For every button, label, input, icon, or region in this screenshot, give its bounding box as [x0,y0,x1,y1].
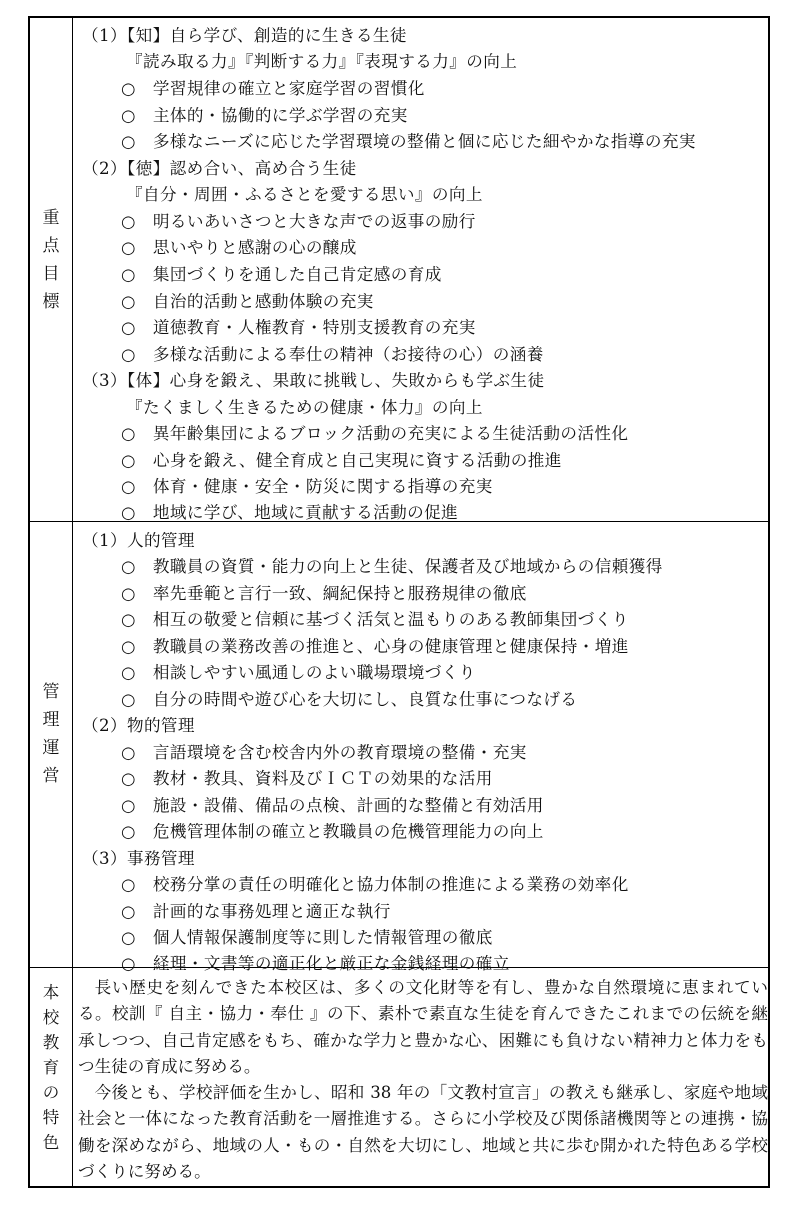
label-char: 本 [42,983,60,1002]
management-item: ○ 教材・教具、資料及びＩＣＴの効果的な活用 [121,769,493,788]
management-item: ○ 率先垂範と言行一致、綱紀保持と服務規律の徹底 [121,584,527,603]
label-char: 標 [42,292,60,312]
goal-item: ○ 多様な活動による奉仕の精神（お接待の心）の涵養 [121,345,544,364]
features-content [78,975,768,1185]
label-char: 教 [42,1033,60,1052]
label-char: 理 [42,710,60,730]
goal-item: ○ 多様なニーズに応じた学習環境の整備と個に応じた細やかな指導の充実 [121,132,696,151]
label-char: 管 [42,682,60,702]
management-item: ○ 計画的な事務処理と適正な執行 [121,902,391,921]
goal-item: ○ 心身を鍛え、健全育成と自己実現に資する活動の推進 [121,451,562,470]
goal-heading: （1）【知】自ら学び、創造的に生きる生徒 [82,26,407,45]
goal-item: ○ 明るいあいさつと大きな声での返事の励行 [121,212,476,231]
goal-item: ○ 道徳教育・人権教育・特別支援教育の充実 [121,318,476,337]
management-item: ○ 自分の時間や遊び心を大切にし、良質な仕事につなげる [121,690,578,709]
label-char: 育 [42,1058,60,1077]
management-heading: （1）人的管理 [82,531,195,550]
goal-item: ○ 思いやりと感謝の心の醸成 [121,238,357,257]
label-char: 重 [42,208,60,228]
management-heading: （2）物的管理 [82,716,195,735]
label-char: 校 [42,1008,60,1027]
management-item: ○ 教職員の資質・能力の向上と生徒、保護者及び地域からの信頼獲得 [121,557,663,576]
goal-item: ○ 地域に学び、地域に貢献する活動の促進 [121,503,459,522]
goal-heading: （2）【徳】認め合い、高め合う生徒 [82,159,357,178]
management-item: ○ 個人情報保護制度等に則した情報管理の徹底 [121,928,493,947]
goal-item: ○ 学習規律の確立と家庭学習の習慣化 [121,79,425,98]
label-char: 営 [42,766,60,786]
goal-subheading: 『たくましく生きるための健康・体力』の向上 [126,398,483,417]
management-item: ○ 経理・文書等の適正化と厳正な金銭経理の確立 [121,954,510,973]
management-item: ○ 相互の敬愛と信頼に基づく活気と温もりのある教師集団づくり [121,610,629,629]
school-policy-table [28,16,770,1188]
management-heading: （3）事務管理 [82,849,195,868]
management-item: ○ 言語環境を含む校舎内外の教育環境の整備・充実 [121,743,527,762]
goal-heading: （3）【体】心身を鍛え、果敢に挑戦し、失敗からも学ぶ生徒 [82,371,545,390]
label-char: 点 [42,236,60,256]
goal-item: ○ 体育・健康・安全・防災に関する指導の充実 [121,477,493,496]
goal-item: ○ 主体的・協働的に学ぶ学習の充実 [121,106,408,125]
management-item: ○ 施設・設備、備品の点検、計画的な整備と有効活用 [121,796,544,815]
goal-item: ○ 集団づくりを通した自己肯定感の育成 [121,265,442,284]
management-item: ○ 教職員の業務改善の推進と、心身の健康管理と健康保持・増進 [121,637,629,656]
management-item: ○ 相談しやすい風通しのよい職場環境づくり [121,663,476,682]
label-char: 目 [42,264,60,284]
label-char: 色 [42,1133,60,1152]
features-paragraph: 今後とも、学校評価を生かし、昭和 38 年の「文教村宣言」の教えも継承し、家庭や地域社会と一体になった教育活動を一層推進する。さらに小学校及び関係諸機関等との連携・協働を深めながら、地域の人・もの・自然を大切にし、地域と共に歩む開かれた特色ある学校づくりに努める。 [78,1083,768,1182]
management-item: ○ 危機管理体制の確立と教職員の危機管理能力の向上 [121,822,544,841]
management-item: ○ 校務分掌の責任の明確化と協力体制の推進による業務の効率化 [121,875,629,894]
label-char: 特 [42,1108,60,1127]
features-paragraph: 長い歴史を刻んできた本校区は、多くの文化財等を有し、豊かな自然環境に恵まれている。校訓『 自主・協力・奉仕 』の下、素朴で素直な生徒を育んできたこれまでの伝統を継承しつつ、自己肯定感をもち、確かな学力と豊かな心、困難にも負けない精神力と体力をもつ生徒の育成に努める。 [78,978,768,1076]
label-char: の [42,1083,60,1102]
goal-item: ○ 異年齢集団によるブロック活動の充実による生徒活動の活性化 [121,424,629,443]
goal-subheading: 『読み取る力』『判断する力』『表現する力』の向上 [126,52,518,71]
label-char: 運 [42,738,60,758]
goal-item: ○ 自治的活動と感動体験の充実 [121,292,374,311]
goal-subheading: 『自分・周囲・ふるさとを愛する思い』の向上 [126,185,483,204]
